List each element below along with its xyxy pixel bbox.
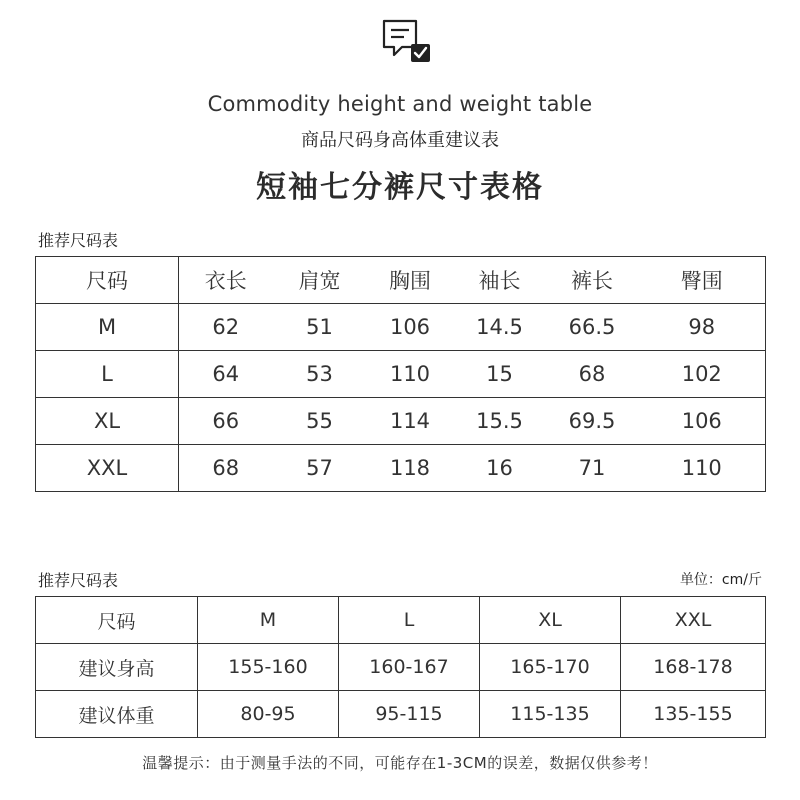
unit-label: 单位：cm/斤 (679, 572, 762, 588)
table1-label: 推荐尺码表 (38, 231, 119, 250)
table-cell: 80-95 (198, 691, 339, 738)
header-cell: M (198, 597, 339, 644)
header-cell: 肩宽 (273, 257, 367, 304)
table-cell: L (36, 351, 179, 398)
message-check-icon (380, 18, 434, 64)
table-cell: 155-160 (198, 644, 339, 691)
table-cell: 168-178 (621, 644, 766, 691)
header-cell: 袖长 (454, 257, 546, 304)
table-cell: 110 (639, 445, 766, 492)
table-cell: XXL (36, 445, 179, 492)
table-cell: 118 (367, 445, 454, 492)
table-cell: 95-115 (339, 691, 480, 738)
table-cell: 14.5 (454, 304, 546, 351)
title-chinese: 商品尺码身高体重建议表 (301, 130, 499, 151)
table-cell: 110 (367, 351, 454, 398)
table-cell: 16 (454, 445, 546, 492)
height-weight-table (35, 596, 766, 738)
page-title: 短袖七分裤尺寸表格 (256, 170, 544, 205)
header-cell: 尺码 (36, 257, 179, 304)
table-cell: 114 (367, 398, 454, 445)
header-cell: 尺码 (36, 597, 198, 644)
table-cell: XL (36, 398, 179, 445)
table-cell: 66.5 (546, 304, 639, 351)
table-cell: 98 (639, 304, 766, 351)
table-row (36, 644, 766, 691)
table2-label: 推荐尺码表 (38, 571, 119, 590)
table-row (36, 445, 766, 492)
header-cell: 臀围 (639, 257, 766, 304)
table-cell: M (36, 304, 179, 351)
table-cell: 64 (179, 351, 273, 398)
table-cell: 51 (273, 304, 367, 351)
table-row (36, 304, 766, 351)
table-cell: 55 (273, 398, 367, 445)
table-cell: 68 (179, 445, 273, 492)
table-cell: 68 (546, 351, 639, 398)
table-cell: 62 (179, 304, 273, 351)
header-cell: XL (480, 597, 621, 644)
table-cell: 115-135 (480, 691, 621, 738)
table-row (36, 691, 766, 738)
footer-note: 温馨提示：由于测量手法的不同，可能存在1-3CM的误差，数据仅供参考！ (142, 754, 658, 772)
header-cell: XXL (621, 597, 766, 644)
table-cell: 66 (179, 398, 273, 445)
table-row (36, 351, 766, 398)
table-cell: 71 (546, 445, 639, 492)
table-cell: 160-167 (339, 644, 480, 691)
table-cell: 102 (639, 351, 766, 398)
table-cell: 165-170 (480, 644, 621, 691)
table-cell: 建议身高 (36, 644, 198, 691)
table-cell: 135-155 (621, 691, 766, 738)
table-row (36, 398, 766, 445)
table-cell: 69.5 (546, 398, 639, 445)
header-cell: 胸围 (367, 257, 454, 304)
header-cell: 衣长 (179, 257, 273, 304)
header-cell: 裤长 (546, 257, 639, 304)
table-header-row (36, 597, 766, 644)
title-english: Commodity height and weight table (207, 92, 593, 116)
table-header-row (36, 257, 766, 304)
table-cell: 106 (639, 398, 766, 445)
table-cell: 建议体重 (36, 691, 198, 738)
size-table (35, 256, 766, 492)
table-cell: 53 (273, 351, 367, 398)
header-cell: L (339, 597, 480, 644)
table-cell: 57 (273, 445, 367, 492)
table-cell: 15.5 (454, 398, 546, 445)
table-cell: 106 (367, 304, 454, 351)
table-cell: 15 (454, 351, 546, 398)
